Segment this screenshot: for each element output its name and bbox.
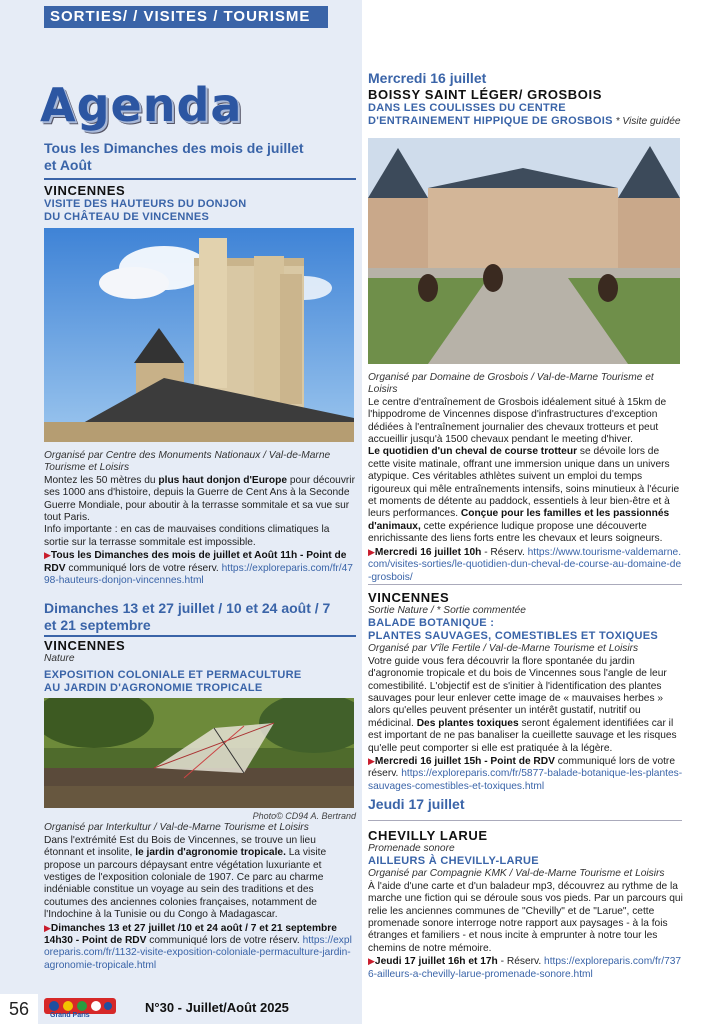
event-category: Nature xyxy=(44,653,75,664)
event-title: BALADE BOTANIQUE : xyxy=(368,617,495,630)
event-description xyxy=(368,656,683,755)
event-date: Mercredi 16 juillet xyxy=(368,70,487,86)
event-organizer: Organisé par V'île Fertile / Val-de-Marne Tourisme et Loisirs xyxy=(368,643,639,655)
event-rdv xyxy=(368,955,683,981)
arrow-icon: ▶ xyxy=(368,756,375,767)
event-organizer: Organisé par Centre des Monuments Nationaux / Val-de-Marne Tourisme et Loisirs xyxy=(44,450,331,474)
event-rdv xyxy=(44,549,356,587)
photo-credit: Photo© CD94 A. Bertrand xyxy=(252,811,356,821)
rdv-text: - Réserv. xyxy=(481,546,528,558)
desc-part: La visite propose un parcours dépaysant entre végétation luxuriante et vestiges de l'exposition coloniale de 1907. Ce parc au charme indéniable constitue un voyage au sein des traditions et des coutumes des anciennes colonies françaises, notamment de l'Indochine à la Tunisie ou du Congo à Madagascar. xyxy=(44,847,327,921)
event-city: VINCENNES xyxy=(44,638,126,653)
event-title: AILLEURS À CHEVILLY-LARUE xyxy=(368,855,539,868)
rdv-time: Mercredi 16 juillet 15h - Point de RDV xyxy=(374,756,555,768)
divider xyxy=(44,635,356,637)
desc-highlight: Conçue pour les familles et les passionnés d'animaux, xyxy=(368,508,670,532)
desc-part: seront également identifiées car il est important de ne pas banaliser la cueillette sauvage et les risques qu'elle peut comporter si elle est pratiquée à la légère. xyxy=(368,717,677,754)
booking-link[interactable]: https://exploreparis.com/fr/4798-hauteurs-donjon-vincennes.html xyxy=(44,562,353,587)
event-description: Le centre d'entraînement de Grosbois idéalement situé à 15km de l'hippodrome de Vincennes dispose d'infrastructures d'exception dédiées à l'entraînement journalier des chevaux trotteurs et peut accueillir jusqu'à 1500 chevaux pendant le meeting d'hiver. xyxy=(368,396,667,446)
event-title-line2: PLANTES SAUVAGES, COMESTIBLES ET TOXIQUES xyxy=(368,630,658,643)
event-description xyxy=(44,835,356,922)
event-city: BOISSY SAINT LÉGER/ GROSBOIS xyxy=(368,87,602,102)
rdv-time: Dimanches 13 et 27 juillet /10 et 24 août / 7 et 21 septembre 14h30 - Point de RDV xyxy=(44,922,337,947)
event-grosbois xyxy=(368,70,683,128)
event-title: VISITE DES HAUTEURS DU DONJON xyxy=(44,198,247,210)
agenda-title: Agenda xyxy=(40,78,243,132)
event-rdv xyxy=(368,546,683,584)
event-rdv xyxy=(368,755,683,793)
arrow-icon: ▶ xyxy=(44,550,51,561)
event-jardin-body xyxy=(44,810,356,972)
event-organizer: Organisé par Compagnie KMK / Val-de-Marne Tourisme et Loisirs xyxy=(368,868,665,880)
booking-link[interactable]: https://exploreparis.com/fr/7376-ailleurs-a-chevilly-larue-promenade-sonore.html xyxy=(368,956,682,980)
magazine-logo xyxy=(44,998,116,1020)
event-donjon xyxy=(44,140,356,224)
event-grosbois-body xyxy=(368,372,683,584)
rdv-text: communiqué lors de votre réserv. xyxy=(146,935,303,947)
event-note: * Visite guidée xyxy=(615,116,681,127)
grosbois-photo xyxy=(368,138,680,364)
arrow-icon: ▶ xyxy=(44,922,51,933)
event-title: DANS LES COULISSES DU CENTRE xyxy=(368,102,566,114)
event-date: Jeudi 17 juillet xyxy=(368,796,465,813)
booking-link[interactable]: https://exploreparis.com/fr/1132-visite-exposition-coloniale-permaculture-jardin-agronomie-tropicale.html xyxy=(44,935,352,971)
event-city: VINCENNES xyxy=(44,183,126,198)
event-info: Info importante : en cas de mauvaises conditions climatiques la sortie sur la terrasse sommitale est impossible. xyxy=(44,524,330,548)
section-header: SORTIES/ / VISITES / TOURISME xyxy=(44,6,328,28)
desc-part: cette expérience ludique propose une découverte enrichissante des liens forts entre les chevaux et leurs soigneurs. xyxy=(368,520,663,545)
event-title: EXPOSITION COLONIALE ET PERMACULTURE xyxy=(44,669,302,682)
event-jardin xyxy=(44,600,356,695)
rdv-text: - Réserv. xyxy=(497,956,545,968)
event-botanique xyxy=(368,590,683,813)
event-chevilly xyxy=(368,828,683,981)
event-organizer: Organisé par Domaine de Grosbois / Val-de-Marne Tourisme et Loisirs xyxy=(368,372,654,396)
booking-link[interactable]: https://www.tourisme-valdemarne.com/visites-sorties/le-quotidien-dun-cheval-de-course-au-domaine-de-grosbois/ xyxy=(368,546,682,583)
desc-highlight: le jardin d'agronomie tropicale. xyxy=(135,847,286,859)
event-title-line2: D'ENTRAINEMENT HIPPIQUE DE GROSBOIS xyxy=(368,115,613,127)
rdv-time: Mercredi 16 juillet 10h xyxy=(374,546,482,558)
event-title-line2: AU JARDIN D'AGRONOMIE TROPICALE xyxy=(44,682,263,695)
page-number: 56 xyxy=(0,994,38,1024)
desc-part: Dans l'extrémité Est du Bois de Vincennes, se trouve un lieu étonnant et insolite, xyxy=(44,834,316,859)
arrow-icon: ▶ xyxy=(368,546,375,557)
event-description-2 xyxy=(368,446,683,545)
rdv-time: Tous les Dimanches des mois de juillet et Août 11h - Point de RDV xyxy=(44,550,347,574)
event-description xyxy=(44,475,356,525)
event-date: Dimanches 13 et 27 juillet / 10 et 24 août / 7 et 21 septembre xyxy=(44,600,331,633)
desc-part: Votre guide vous fera découvrir la flore spontanée du jardin d'agronomie tropicale et du bois de Vincennes sous l'angle de leur comestibilité. L'objectif est de s'initier à l'identification des plantes sauvages pour leur enlever cette image de « mauvaises herbes » alors qu'elles peuvent présenter un intérêt gustatif, nutritif ou médicinal. xyxy=(368,655,667,729)
event-title-line2: DU CHÂTEAU DE VINCENNES xyxy=(44,211,210,223)
event-description: À l'aide d'une carte et d'un baladeur mp3, découvrez au rythme de la marche une fiction qui se déroule sous vos pieds. Par un parcours qui relie les anciennes communes de "Chevilly" et de "Larue", cette promenade sonore interroge notre rapport aux paysages - à la fois étranges et familiers - et nous incite à emprunter à notre tour les chemins de notre mémoire. xyxy=(368,880,683,954)
issue-label: N°30 - Juillet/Août 2025 xyxy=(145,1000,289,1015)
jardin-photo xyxy=(44,698,354,808)
event-category: Promenade sonore xyxy=(368,843,455,854)
desc-part: Montez les 50 mètres du xyxy=(44,474,159,486)
event-category: Sortie Nature / * Sortie commentée xyxy=(368,605,526,616)
rdv-text: communiqué lors de votre réserv. xyxy=(65,562,222,574)
event-city: CHEVILLY LARUE xyxy=(368,828,488,843)
logo-subtitle: Grand Paris xyxy=(50,1012,90,1019)
donjon-photo xyxy=(44,228,354,442)
desc-highlight: Le quotidien d'un cheval de course trotteur xyxy=(368,446,578,458)
desc-highlight: plus haut donjon d'Europe xyxy=(158,474,288,486)
event-donjon-body xyxy=(44,450,356,587)
event-city: VINCENNES xyxy=(368,590,450,605)
booking-link[interactable]: https://exploreparis.com/fr/5877-balade-botanique-les-plantes-sauvages-comestibles-et-toxiques.html xyxy=(368,768,683,792)
desc-part: pour découvrir ses 1000 ans d'histoire, depuis la Guerre de Cent Ans à la Seconde Guerre Mondiale, pour aboutir à la terrasse sommitale et sa vue sur tout Paris. xyxy=(44,474,355,524)
divider xyxy=(44,178,356,180)
event-date: Tous les Dimanches des mois de juillet et Août xyxy=(44,140,304,173)
event-rdv xyxy=(44,922,356,973)
event-title-line2-row xyxy=(368,115,683,128)
event-organizer: Organisé par Interkultur / Val-de-Marne Tourisme et Loisirs xyxy=(44,822,309,834)
divider xyxy=(368,820,682,821)
divider xyxy=(368,584,682,585)
rdv-text: communiqué lors de votre réserv. xyxy=(368,756,675,780)
arrow-icon: ▶ xyxy=(368,956,375,967)
desc-highlight: Des plantes toxiques xyxy=(416,717,519,729)
rdv-time: Jeudi 17 juillet 16h et 17h xyxy=(374,956,498,968)
desc-part: se dévoile lors de cette visite matinale, offrant une immersion unique dans un univers atypique. Ces véritables athlètes suivent un emploi du temps rigoureux qui mêle entraînements intensifs, soins minutieux à l'écurie et moments de détente au paddock, essentiels à leur bien-être et à leurs performances. xyxy=(368,446,680,520)
